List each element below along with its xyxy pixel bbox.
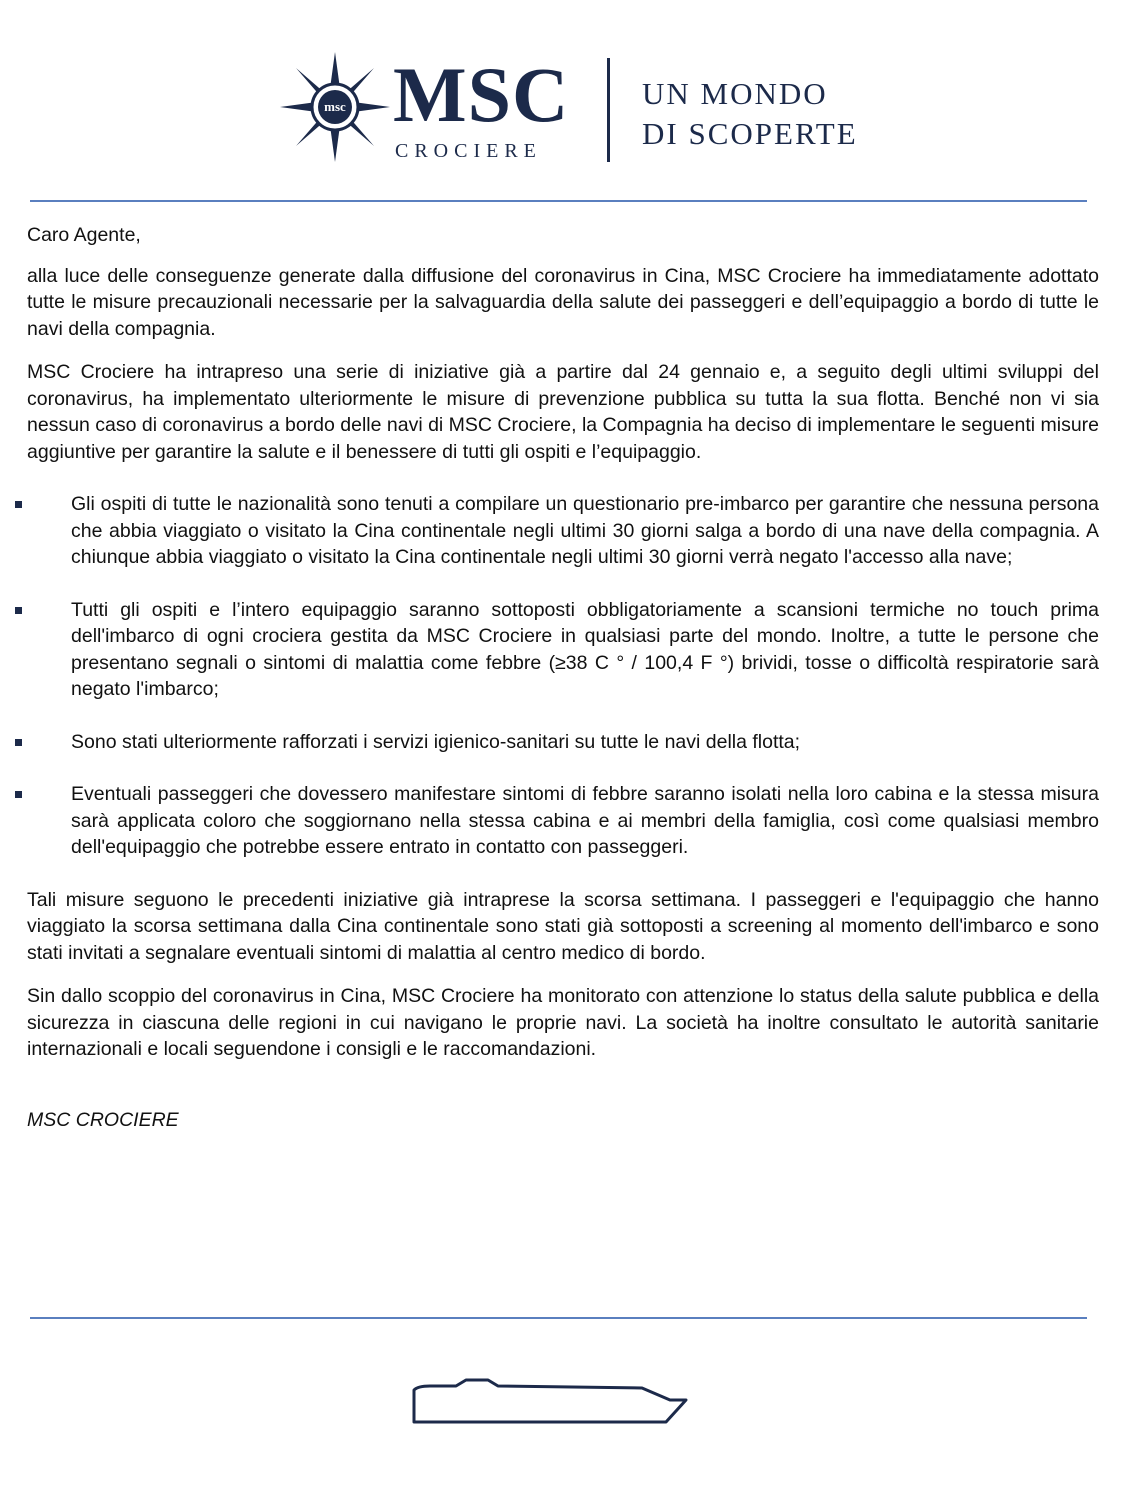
compass-rose-icon — [280, 52, 390, 162]
paragraph: Sin dallo scoppio del coronavirus in Cina, MSC Crociere ha monitorato con attenzione lo status della salute pubblica e della sicurezza in ciascuna delle regioni in cui navigano le proprie navi. La società ha inoltre consultato le autorità sanitarie internazionali e locali seguendone i consigli e le raccomandazioni. — [27, 985, 1099, 1060]
tagline-line-1: UN MONDO — [642, 76, 828, 111]
header-rule — [30, 200, 1087, 202]
list-item-text: Tutti gli ospiti e l’intero equipaggio saranno sottoposti obbligatoriamente a scansioni termiche no touch prima dell'imbarco di ogni crociera gestita da MSC Crociere in qualsiasi parte del mondo. Inoltre, a tutte le persone che presentano segnali o sintomi di malattia come febbre (≥38 C ° / 100,4 F °) brividi, tosse o difficoltà respiratorie sarà negato l'imbarco; — [71, 598, 1099, 700]
list-item — [27, 597, 1099, 703]
logo-badge-text: msc — [324, 99, 346, 114]
square-bullet-icon — [15, 791, 22, 798]
footer-rule — [30, 1317, 1087, 1319]
square-bullet-icon — [15, 739, 22, 746]
list-item-text: Sono stati ulteriormente rafforzati i servizi igienico-sanitari su tutte le navi della flotta; — [71, 730, 801, 753]
list-item — [27, 729, 1099, 756]
tagline-line-2: DI SCOPERTE — [642, 116, 858, 151]
letter-body — [27, 222, 1099, 1150]
greeting: Caro Agente, — [27, 224, 141, 246]
logo-main-text: MSC — [393, 51, 570, 138]
tagline — [642, 74, 858, 154]
letterhead — [0, 48, 1125, 168]
cruise-ship-outline-icon — [410, 1376, 690, 1426]
list-item — [27, 491, 1099, 571]
logo-sub-text: CROCIERE — [395, 140, 542, 162]
paragraph: alla luce delle conseguenze generate dalla diffusione del coronavirus in Cina, MSC Crociere ha immediatamente adottato tutte le misure precauzionali necessarie per la salvaguardia della salute dei passeggeri e dell’equipaggio a bordo di tutte le navi della compagnia. — [27, 264, 1099, 340]
square-bullet-icon — [15, 607, 22, 614]
list-item-text: Eventuali passeggeri che dovessero manifestare sintomi di febbre saranno isolati nella loro cabina e la stessa misura sarà applicata coloro che soggiornano nella stessa cabina e ai membri della famiglia, così come qualsiasi membro dell'equipaggio che potrebbe essere entrato in contatto con passeggeri. — [71, 783, 1099, 858]
signature: MSC CROCIERE — [27, 1108, 179, 1131]
measures-list — [27, 491, 1099, 861]
paragraph: Tali misure seguono le precedenti iniziative già intraprese la scorsa settimana. I passeggeri e l'equipaggio che hanno viaggiato la scorsa settimana dalla Cina continentale sono stati già sottoposti a screening al momento dell'imbarco e sono stati invitati a segnalare eventuali sintomi di malattia al centro medico di bordo. — [27, 888, 1099, 964]
paragraph: MSC Crociere ha intrapreso una serie di iniziative già a partire dal 24 gennaio e, a seguito degli ultimi sviluppi del coronavirus, ha implementato ulteriormente le misure di prevenzione pubblica su tutta la sua flotta. Benché non vi sia nessun caso di coronavirus a bordo delle navi di MSC Crociere, la Compagnia ha deciso di implementare le seguenti misure aggiuntive per garantire la salute e il benessere di tutti gli ospiti e l’equipaggio. — [27, 361, 1099, 463]
logo-divider — [607, 58, 610, 162]
square-bullet-icon — [15, 501, 22, 508]
brand-logo — [393, 51, 570, 163]
list-item-text: Gli ospiti di tutte le nazionalità sono tenuti a compilare un questionario pre-imbarco per garantire che nessuna persona che abbia viaggiato o visitato la Cina continentale negli ultimi 30 giorni salga a bordo di una nave della compagnia. A chiunque abbia viaggiato o visitato la Cina continentale negli ultimi 30 giorni verrà negato l'accesso alla nave; — [71, 493, 1099, 568]
list-item — [27, 781, 1099, 861]
